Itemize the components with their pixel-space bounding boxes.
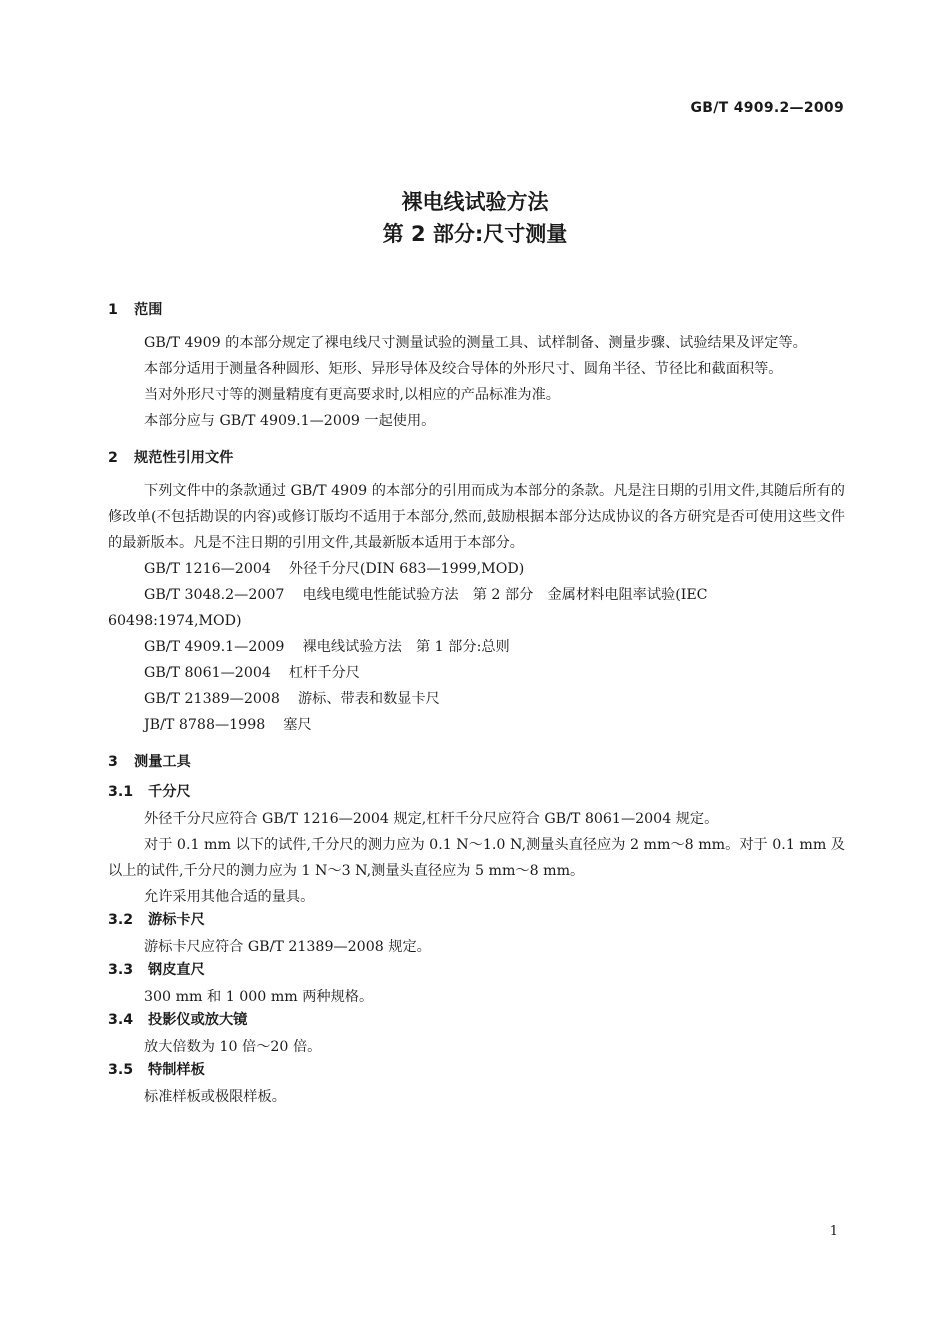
- reference-code: GB/T 8061—2004: [144, 665, 271, 681]
- reference-item: [108, 712, 845, 738]
- reference-code: GB/T 1216—2004: [144, 561, 271, 577]
- subsection-number: 3.1: [108, 784, 134, 800]
- section-heading-1: [108, 300, 845, 320]
- page-number: 1: [829, 1224, 838, 1239]
- subsection-number: 3.2: [108, 912, 134, 928]
- subsection-title: 游标卡尺: [148, 912, 205, 928]
- section-heading-2: [108, 448, 845, 468]
- subsection-number: 3.3: [108, 962, 134, 978]
- subsection-title: 特制样板: [148, 1062, 205, 1078]
- subsection-heading-3-4: [108, 1010, 845, 1030]
- reference-title: 塞尺: [283, 717, 312, 733]
- reference-item: [108, 660, 845, 686]
- reference-title: 杠杆千分尺: [288, 665, 360, 681]
- subsection-number: 3.5: [108, 1062, 134, 1078]
- reference-code: GB/T 3048.2—2007: [144, 587, 285, 603]
- document-title: [0, 186, 950, 250]
- section-title: 测量工具: [134, 754, 191, 770]
- paragraph: 标准样板或极限样板。: [144, 1089, 286, 1105]
- reference-title: 外径千分尺(DIN 683—1999,MOD): [288, 561, 525, 577]
- paragraph: 下列文件中的条款通过 GB/T 4909 的本部分的引用而成为本部分的条款。凡是注日期的引用文件,其随后所有的修改单(不包括勘误的内容)或修订版均不适用于本部分,然而,鼓励根据本部分达成协议的各方研究是否可使用这些文件的最新版本。凡是不注日期的引用文件,其最新版本适用于本部分。: [108, 483, 845, 551]
- section-heading-3: [108, 752, 845, 772]
- reference-code: GB/T 4909.1—2009: [144, 639, 285, 655]
- title-line-1: 裸电线试验方法: [401, 190, 549, 214]
- reference-title: 电线电缆电性能试验方法 第 2 部分 金属材料电阻率试验(IEC 60498:1974,MOD): [108, 587, 708, 629]
- reference-item: [108, 686, 845, 712]
- subsection-heading-3-1: [108, 782, 845, 802]
- subsection-title: 投影仪或放大镜: [148, 1012, 248, 1028]
- standard-code: GB/T 4909.2—2009: [690, 100, 844, 116]
- paragraph: 游标卡尺应符合 GB/T 21389—2008 规定。: [144, 939, 431, 955]
- reference-item: [108, 556, 845, 582]
- subsection-number: 3.4: [108, 1012, 134, 1028]
- reference-title: 游标、带表和数显卡尺: [297, 691, 440, 707]
- subsection-heading-3-5: [108, 1060, 845, 1080]
- section-number: 3: [108, 754, 118, 770]
- paragraph: 本部分适用于测量各种圆形、矩形、异形导体及绞合导体的外形尺寸、圆角半径、节径比和截面积等。: [144, 361, 783, 377]
- subsection-title: 钢皮直尺: [148, 962, 205, 978]
- reference-item: [108, 634, 845, 660]
- subsection-heading-3-3: [108, 960, 845, 980]
- paragraph: 本部分应与 GB/T 4909.1—2009 一起使用。: [144, 413, 436, 429]
- reference-code: GB/T 21389—2008: [144, 691, 280, 707]
- section-number: 2: [108, 450, 118, 466]
- paragraph: 当对外形尺寸等的测量精度有更高要求时,以相应的产品标准为准。: [144, 387, 560, 403]
- paragraph: 外径千分尺应符合 GB/T 1216—2004 规定,杠杆千分尺应符合 GB/T 8061—2004 规定。: [144, 811, 719, 827]
- subsection-title: 千分尺: [148, 784, 191, 800]
- section-number: 1: [108, 302, 118, 318]
- paragraph: GB/T 4909 的本部分规定了裸电线尺寸测量试验的测量工具、试样制备、测量步骤、试验结果及评定等。: [144, 335, 807, 351]
- paragraph: 放大倍数为 10 倍～20 倍。: [144, 1039, 322, 1055]
- reference-title: 裸电线试验方法 第 1 部分:总则: [302, 639, 510, 655]
- document-body: [108, 300, 845, 1110]
- paragraph: 300 mm 和 1 000 mm 两种规格。: [144, 989, 374, 1005]
- section-title: 规范性引用文件: [134, 450, 234, 466]
- paragraph: 允许采用其他合适的量具。: [144, 889, 315, 905]
- reference-item: [108, 582, 845, 634]
- reference-code: JB/T 8788—1998: [144, 717, 266, 733]
- subsection-heading-3-2: [108, 910, 845, 930]
- title-line-2: 第 2 部分:尺寸测量: [382, 222, 568, 246]
- paragraph: 对于 0.1 mm 以下的试件,千分尺的测力应为 0.1 N～1.0 N,测量头直径应为 2 mm～8 mm。对于 0.1 mm 及以上的试件,千分尺的测力应为 1 N～3 N,测量头直径应为 5 mm～8 mm。: [108, 837, 845, 879]
- section-title: 范围: [134, 302, 163, 318]
